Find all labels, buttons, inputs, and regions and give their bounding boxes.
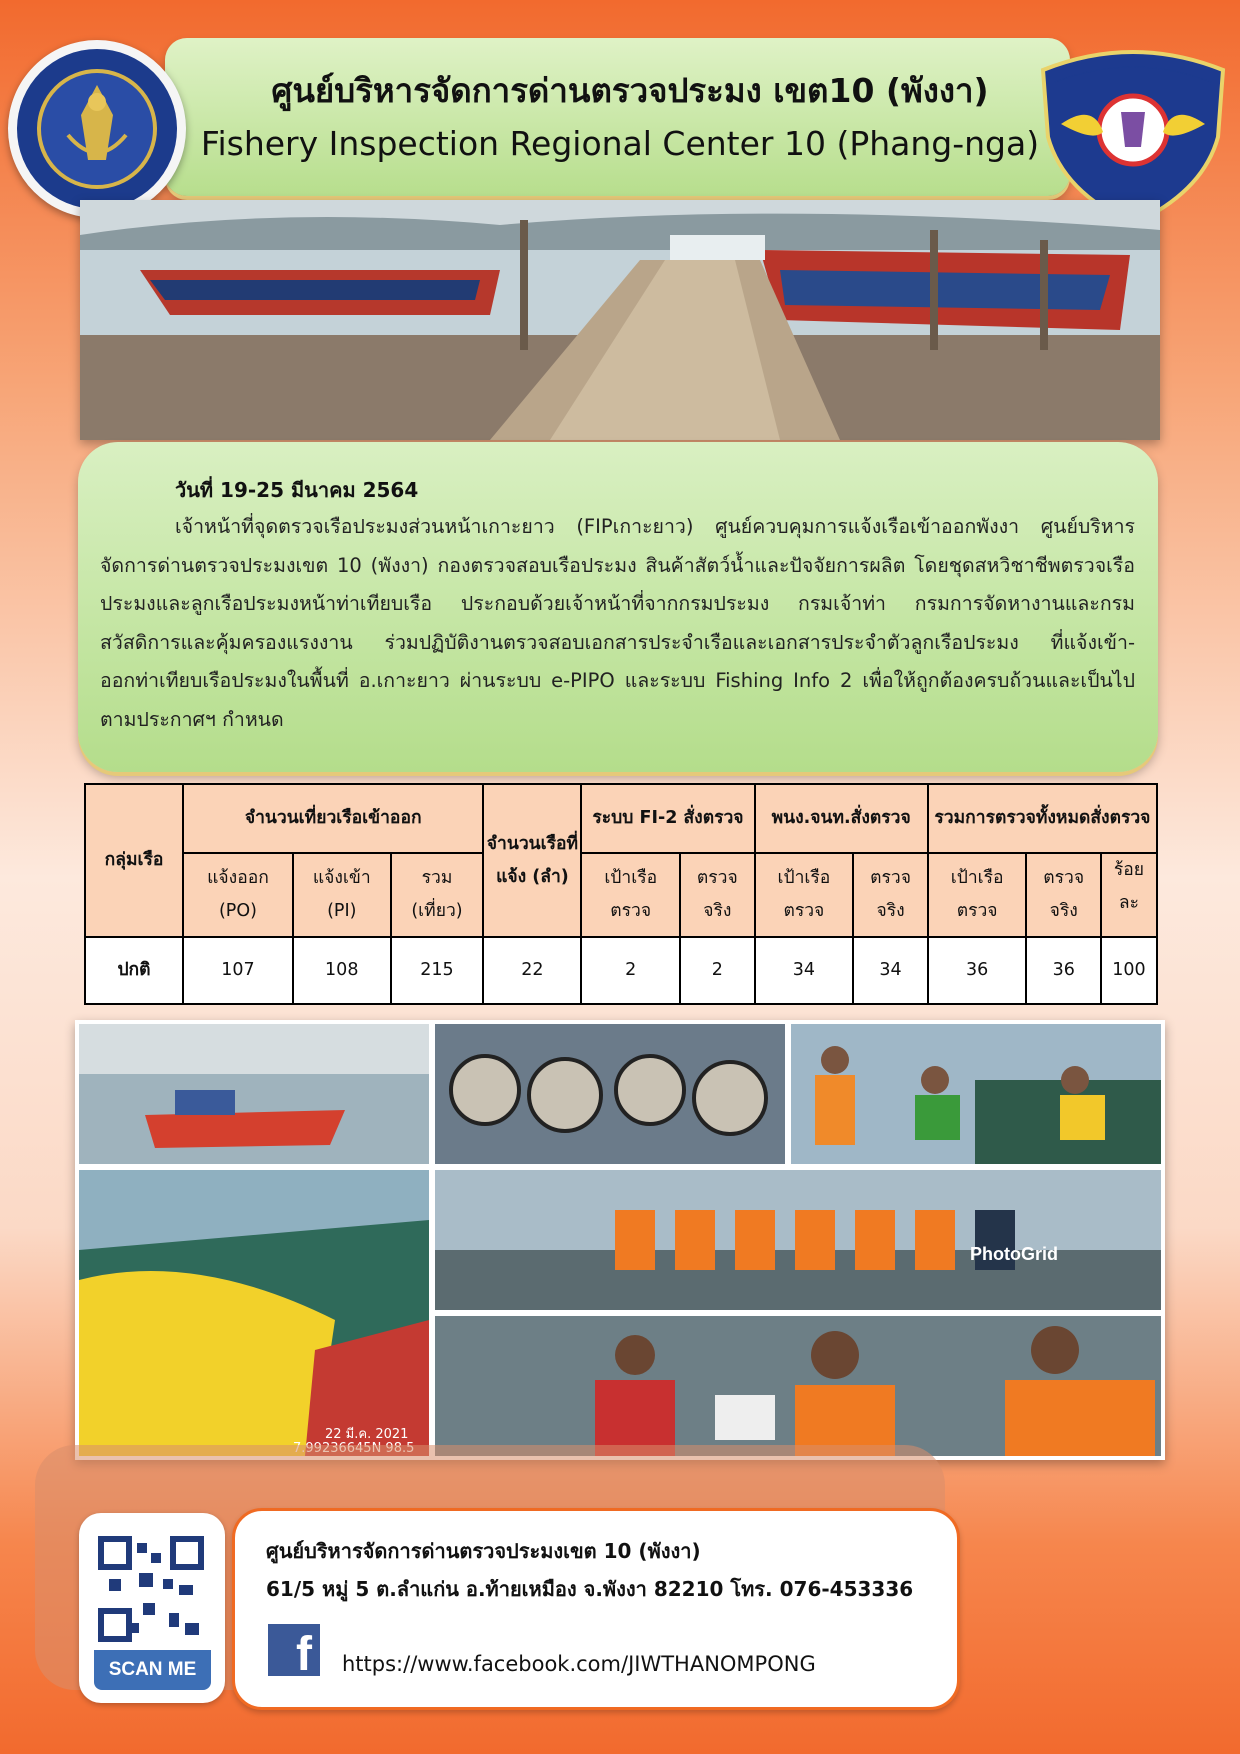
header-trips: จำนวนเที่ยวเรือเข้าออก [183,784,483,853]
photo-boat [79,1024,429,1164]
header-banner [165,38,1070,196]
page-title-thai: ศูนย์บริหารจัดการด่านตรวจประมง เขต10 (พังงา) [271,71,989,110]
header-total-inspection: รวมการตรวจทั้งหมดสั่งตรวจ [928,784,1157,853]
cell-po: 107 [183,937,293,1004]
photo-collage [75,1020,1165,1460]
inspection-statistics-table [84,783,1158,1005]
dof-seal-icon [8,40,186,218]
facebook-icon: f [268,1624,320,1676]
photogrid-watermark: PhotoGrid [970,1244,1058,1264]
cell-officer-actual: 34 [853,937,928,1004]
header-total-trips: รวม (เที่ยว) [391,853,484,938]
report-body-text: เจ้าหน้าที่จุดตรวจเรือประมงส่วนหน้าเกาะยาว (FIPเกาะยาว) ศูนย์ควบคุมการแจ้งเรือเข้าออกพังงา ศูนย์บริหารจัดการด่านตรวจประมงเขต 10 (พังงา) กองตรวจสอบเรือประมง สินค้าสัตว์น้ำและปัจจัยการผลิต โดยชุดสหวิชาชีพตรวจเรือประมงและลูกเรือประมงหน้าท่าเทียบเรือ ประกอบด้วยเจ้าหน้าที่จากกรมประมง กรมเจ้าท่า กรมการจัดหางานและกรมสวัสดิการและคุ้มครองแรงงาน ร่วมปฏิบัติงานตรวจสอบเอกสารประจำเรือและเอกสารประจำตัวลูกเรือประมง ที่แจ้งเข้า-ออกท่าเทียบเรือประมงในพื้นที่ อ.เกาะยาว ผ่านระบบ e-PIPO และระบบ Fishing Info 2 เพื่อให้ถูกต้องครบถ้วนและเป็นไปตามประกาศฯ กำหนด [100,515,1135,731]
header-percent: ร้อยละ [1101,853,1157,938]
contact-address: 61/5 หมู่ 5 ต.ลำแก่น อ.ท้ายเหมือง จ.พังงา 82210 โทร. 076-453336 [266,1577,914,1601]
header-officer-actual: ตรวจจริง [853,853,928,938]
photo-document-check [791,1024,1161,1164]
photo-fishing-nets [79,1170,429,1456]
cell-group: ปกติ [85,937,183,1004]
scan-me-label: SCAN ME [94,1650,211,1690]
pier-scene-illustration [80,200,1160,440]
cell-officer-target: 34 [755,937,854,1004]
qr-code-icon [79,1513,225,1663]
inspection-photo-gallery [75,1020,1165,1460]
cell-pi: 108 [293,937,391,1004]
header-fi2-actual: ตรวจจริง [680,853,754,938]
facebook-link[interactable]: https://www.facebook.com/JIWTHANOMPONG [342,1652,816,1676]
photo-timestamp: 22 มี.ค. 2021 [325,1427,409,1442]
header-fi2: ระบบ FI-2 สั่งตรวจ [581,784,754,853]
page-title-english: Fishery Inspection Regional Center 10 (Phang-nga) [200,124,1040,163]
header-po: แจ้งออก (PO) [183,853,293,938]
header-fi2-target: เป้าเรือตรวจ [581,853,680,938]
header-all-target: เป้าเรือตรวจ [928,853,1027,938]
cell-boats: 22 [483,937,581,1004]
cell-fi2-actual: 2 [680,937,754,1004]
cell-total-trips: 215 [391,937,484,1004]
cell-all-target: 36 [928,937,1027,1004]
contact-org-name: ศูนย์บริหารจัดการด่านตรวจประมงเขต 10 (พังงา) [266,1539,701,1563]
header-officer-order: พนง.จนท.สั่งตรวจ [755,784,928,853]
photo-group-officers [435,1170,1161,1310]
photo-fishing-traps [435,1024,785,1164]
cell-all-actual: 36 [1026,937,1100,1004]
header-boats: จำนวนเรือที่แจ้ง (ลำ) [483,784,581,937]
header-all-actual: ตรวจจริง [1026,853,1100,938]
header-group: กลุ่มเรือ [85,784,183,937]
photo-crew-inspection [435,1316,1161,1456]
table-row [85,937,1157,1004]
cell-percent: 100 [1101,937,1157,1004]
report-date: วันที่ 19-25 มีนาคม 2564 [175,478,419,502]
department-of-fisheries-logo [8,40,186,218]
header-pi: แจ้งเข้า (PI) [293,853,391,938]
cell-fi2-target: 2 [581,937,680,1004]
header-officer-target: เป้าเรือตรวจ [755,853,854,938]
harbour-pier-photo [80,200,1160,440]
